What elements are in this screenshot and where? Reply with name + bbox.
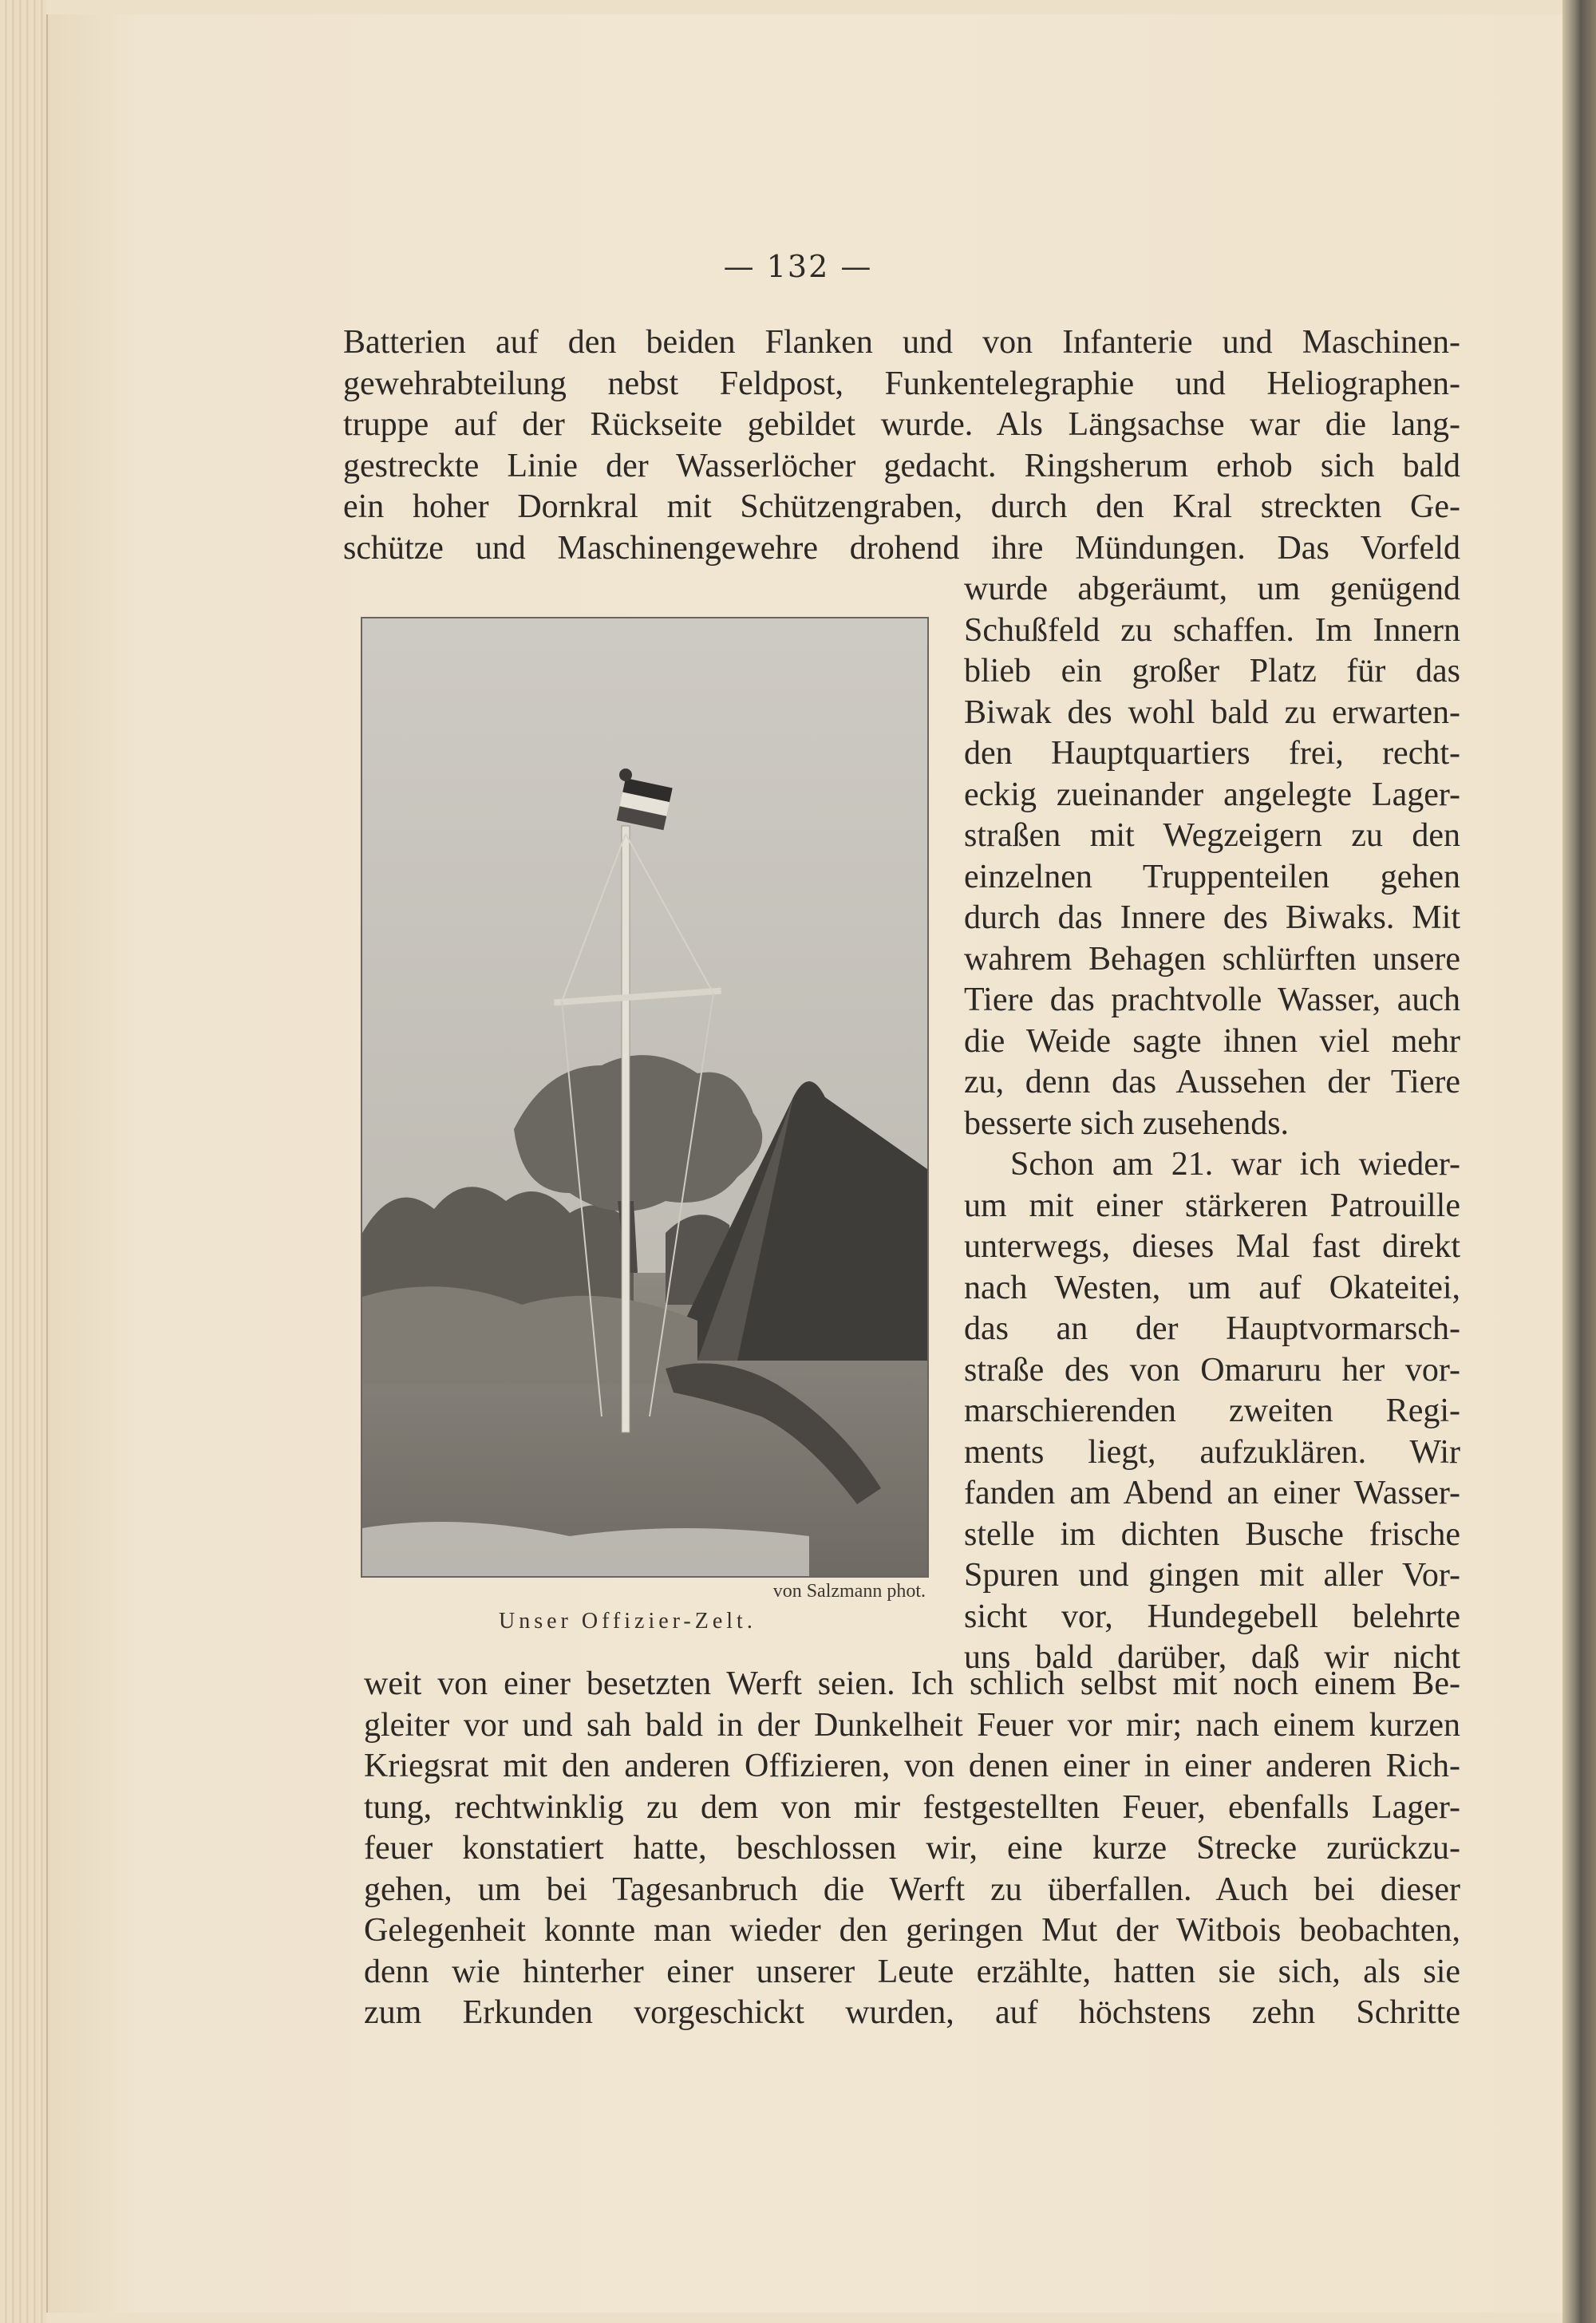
text-line: Schußfeld zu schaffen. Im Innern bbox=[964, 611, 1460, 649]
photo-officer-tent bbox=[361, 617, 929, 1578]
text-line: fanden am Abend an einer Wasser- bbox=[964, 1475, 1460, 1511]
page-number: — 132 — bbox=[723, 249, 873, 284]
text-line: ein hoher Dornkral mit Schützengraben, durch den Kral streckten Ge- bbox=[343, 488, 1460, 525]
text-line: unterwegs, dieses Mal fast direkt bbox=[964, 1228, 1460, 1265]
text-line: einzelnen Truppenteilen gehen bbox=[964, 858, 1460, 895]
text-line: blieb ein großer Platz für das bbox=[964, 653, 1460, 689]
body-text-top bbox=[343, 322, 1460, 569]
text-line: gleiter vor und sah bald in der Dunkelheit Feuer vor mir; nach einem kurzen bbox=[364, 1706, 1460, 1744]
text-line: Spuren und gingen mit aller Vor- bbox=[964, 1557, 1460, 1594]
text-line: Schon am 21. war ich wieder- bbox=[1010, 1146, 1460, 1183]
text-line: Batterien auf den beiden Flanken und von Infanterie und Maschinen- bbox=[343, 324, 1460, 361]
text-line: Kriegsrat mit den anderen Offizieren, von denen einer in einer anderen Rich- bbox=[364, 1748, 1460, 1784]
text-line: tung, rechtwinklig zu dem von mir festgestellten Feuer, ebenfalls Lager- bbox=[364, 1788, 1460, 1826]
text-line: sicht vor, Hundegebell belehrte bbox=[964, 1598, 1460, 1635]
photo-credit: von Salzmann phot. bbox=[772, 1581, 926, 1602]
text-line: ments liegt, aufzuklären. Wir bbox=[964, 1433, 1460, 1471]
text-line: eckig zueinander angelegte Lager- bbox=[964, 776, 1460, 813]
body-text-column bbox=[964, 569, 1460, 1679]
text-line: gewehrabteilung nebst Feldpost, Funkentelegraphie und Heliographen- bbox=[343, 365, 1460, 402]
text-line: zu, denn das Aussehen der Tiere bbox=[964, 1064, 1460, 1100]
text-line: stelle im dichten Busche frische bbox=[964, 1515, 1460, 1553]
text-line: den Hauptquartiers frei, recht- bbox=[964, 735, 1460, 772]
text-line: nach Westen, um auf Okateitei, bbox=[964, 1269, 1460, 1306]
text-line: Gelegenheit konnte man wieder den geringen Mut der Witbois beobachten, bbox=[364, 1912, 1460, 1949]
text-line: durch das Innere des Biwaks. Mit bbox=[964, 899, 1460, 936]
text-line: gehen, um bei Tagesanbruch die Werft zu überfallen. Auch bei dieser bbox=[364, 1871, 1460, 1908]
photo-caption: Unser Offizier-Zelt. bbox=[499, 1609, 757, 1634]
text-line: feuer konstatiert hatte, beschlossen wir, eine kurze Strecke zurückzu- bbox=[364, 1830, 1460, 1867]
body-text-bottom bbox=[364, 1664, 1460, 2034]
book-cover-edge bbox=[1562, 0, 1596, 2323]
page-stack-left bbox=[0, 0, 46, 2323]
text-line: die Weide sagte ihnen viel mehr bbox=[964, 1022, 1460, 1060]
text-line: um mit einer stärkeren Patrouille bbox=[964, 1187, 1460, 1224]
text-line: wurde abgeräumt, um genügend bbox=[964, 571, 1460, 607]
text-line: besserte sich zusehends. bbox=[964, 1104, 1290, 1142]
text-line: straße des von Omaruru her vor- bbox=[964, 1351, 1460, 1389]
text-line: Tiere das prachtvolle Wasser, auch bbox=[964, 982, 1460, 1018]
text-line: gestreckte Linie der Wasserlöcher gedacht. Ringsherum erhob sich bald bbox=[343, 447, 1460, 484]
photo-image bbox=[362, 618, 927, 1576]
text-line: truppe auf der Rückseite gebildet wurde. Als Längsachse war die lang- bbox=[343, 406, 1460, 443]
text-line: wahrem Behagen schlürften unsere bbox=[964, 940, 1460, 978]
text-line: das an der Hauptvormarsch- bbox=[964, 1310, 1460, 1347]
text-line: denn wie hinterher einer unserer Leute erzählte, hatten sie sich, als sie bbox=[364, 1953, 1460, 1990]
text-line: Biwak des wohl bald zu erwarten- bbox=[964, 693, 1460, 731]
text-line: zum Erkunden vorgeschickt wurden, auf höchstens zehn Schritte bbox=[364, 1994, 1460, 2031]
text-line: schütze und Maschinengewehre drohend ihre Mündungen. Das Vorfeld bbox=[343, 529, 1460, 567]
text-line: marschierenden zweiten Regi- bbox=[964, 1393, 1460, 1429]
text-line: weit von einer besetzten Werft seien. Ich schlich selbst mit noch einem Be- bbox=[364, 1665, 1460, 1702]
text-line: uns bald darüber, daß wir nicht bbox=[964, 1639, 1460, 1676]
text-line: straßen mit Wegzeigern zu den bbox=[964, 817, 1460, 854]
